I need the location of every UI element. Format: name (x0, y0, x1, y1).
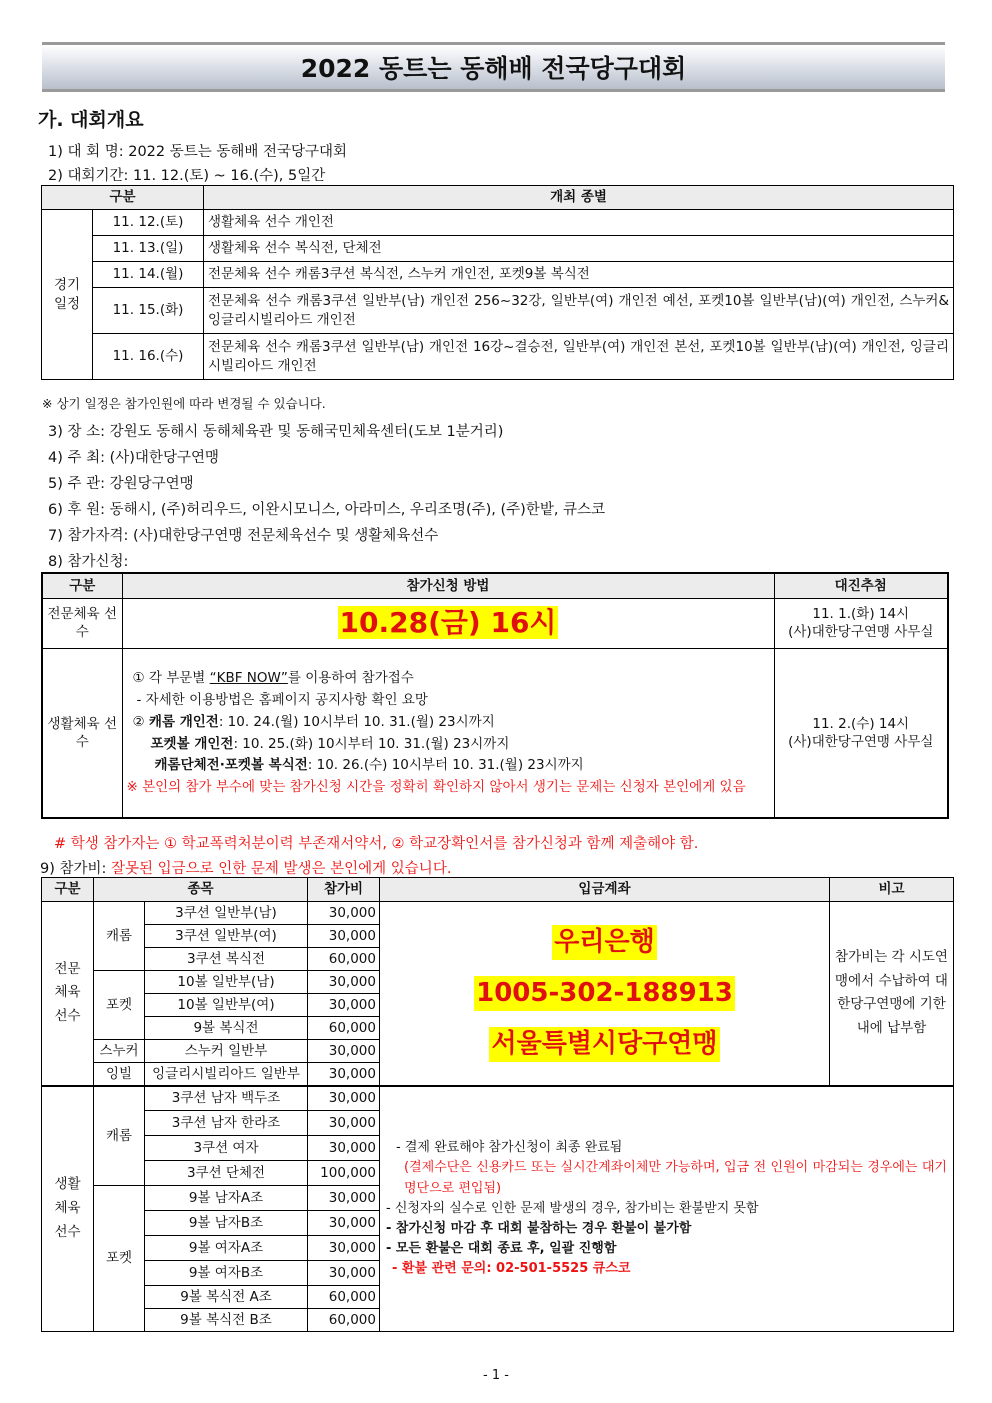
title-banner (42, 42, 945, 92)
apply-pro-deadline: 10.28(금) 16시 (339, 606, 557, 640)
fee-am-note-5: - 모든 환불은 대회 종료 후, 일괄 진행함 (386, 1240, 617, 1256)
apply-am-line-3 (123, 712, 770, 734)
apply-am-line-3a: ② (132, 713, 149, 730)
apply-am-group: 생활체육 선수 (42, 648, 122, 818)
apply-am-line-3c: : 10. 24.(월) 10시부터 10. 31.(월) 23시까지 (218, 713, 495, 730)
fee-pro-note: 참가비는 각 시도연맹에서 수납하여 대한당구연맹에 기한 내에 납부함 (830, 902, 954, 1086)
fee-amount: 60,000 (308, 1017, 380, 1040)
fee-item: 3쿠션 여자 (145, 1136, 308, 1161)
bank-account-holder: 서울특별시당구연맹 (489, 1027, 719, 1062)
fee-header-group: 구분 (42, 878, 94, 902)
fee-amount: 30,000 (308, 1236, 380, 1261)
schedule-header-group: 구분 (42, 186, 204, 210)
fee-amount: 30,000 (308, 1063, 380, 1086)
fee-category: 캐롬 (94, 1086, 145, 1186)
item-sponsors: 6) 후 원: 동해시, (주)허리우드, 이완시모니스, 아라미스, 우리조명(주), (주)한밭, 큐스코 (48, 502, 606, 518)
fee-am-note-1: - 결제 완료해야 참가신청이 최종 완료됨 (396, 1140, 623, 1156)
schedule-date: 11. 15.(화) (93, 288, 204, 334)
apply-am-warning: ※ 본인의 참가 부수에 맞는 참가신청 시간을 정확히 확인하지 않아서 생기는 문제는 신청자 본인에게 있음 (126, 779, 746, 796)
schedule-event: 전문체육 선수 캐롬3쿠션 일반부(남) 개인전 256~32강, 일반부(여) 개인전 예선, 포켓10볼 일반부(남)(여) 개인전, 스누커&잉글리시빌리아드 개인전 (204, 288, 954, 334)
fee-category: 잉빌 (94, 1063, 145, 1086)
schedule-date: 11. 14.(월) (93, 262, 204, 288)
fee-amount: 60,000 (308, 1286, 380, 1309)
fee-item: 9볼 복식전 A조 (145, 1286, 308, 1309)
item-event-name: 1) 대 회 명: 2022 동트는 동해배 전국당구대회 (48, 144, 348, 160)
fee-category: 캐롬 (94, 902, 145, 971)
item-event-period: 2) 대회기간: 11. 12.(토) ~ 16.(수), 5일간 (48, 168, 326, 184)
item-venue: 3) 장 소: 강원도 동해시 동해체육관 및 동해국민체육센터(도보 1분거리) (48, 424, 504, 440)
fee-amount: 30,000 (308, 1111, 380, 1136)
bank-name: 우리은행 (552, 925, 656, 960)
schedule-header-event: 개최 종별 (204, 186, 954, 210)
apply-pro-draw-time: 11. 1.(화) 14시 (812, 605, 910, 622)
apply-am-line-1c: 를 이용하여 참가접수 (287, 669, 414, 686)
item-fee-label: 9) 참가비: (40, 861, 112, 877)
fee-pro-group: 전문 체육 선수 (42, 902, 94, 1086)
fee-item: 잉글리시빌리아드 일반부 (145, 1063, 308, 1086)
student-note: # 학생 참가자는 ① 학교폭력처분이력 부존재서약서, ② 학교장확인서를 참가신청과 함께 제출해야 함. (54, 836, 699, 852)
fee-item: 3쿠션 남자 한라조 (145, 1111, 308, 1136)
item-fee (40, 857, 451, 878)
fee-item: 9볼 복식전 B조 (145, 1309, 308, 1332)
apply-pro-draw-place: (사)대한당구연맹 사무실 (788, 624, 934, 640)
apply-am-line-5c: : 10. 26.(수) 10시부터 10. 31.(월) 23시까지 (307, 757, 584, 774)
schedule-date: 11. 12.(토) (93, 210, 204, 236)
apply-header-method: 참가신청 방법 (122, 573, 774, 598)
schedule-date: 11. 13.(일) (93, 236, 204, 262)
apply-am-line-5b: 캐롬단체전·포켓볼 복식전 (154, 757, 308, 774)
application-table (41, 572, 949, 819)
fee-am-note-3: - 신청자의 실수로 인한 문제 발생의 경우, 참가비는 환불받지 못함 (386, 1200, 759, 1216)
apply-am-line-1a: ① 각 부문별 (132, 669, 210, 686)
schedule-table (41, 185, 954, 380)
item-eligibility: 7) 참가자격: (사)대한당구연맹 전문체육선수 및 생활체육선수 (48, 528, 439, 544)
fee-item: 9볼 여자B조 (145, 1261, 308, 1286)
fee-header-account: 입금계좌 (380, 878, 830, 902)
kbf-now-link[interactable]: “KBF NOW” (209, 669, 288, 686)
fee-amount: 30,000 (308, 994, 380, 1017)
page-number: - 1 - (483, 1368, 509, 1383)
schedule-event: 전문체육 선수 캐롬3쿠션 복식전, 스누커 개인전, 포켓9볼 복식전 (204, 262, 954, 288)
schedule-event: 생활체육 선수 개인전 (204, 210, 954, 236)
page-title: 2022 동트는 동해배 전국당구대회 (300, 54, 687, 83)
fee-item: 3쿠션 남자 백두조 (145, 1086, 308, 1111)
item-organizer: 5) 주 관: 강원당구연맹 (48, 476, 194, 492)
fee-item: 3쿠션 일반부(남) (145, 902, 308, 925)
fee-amount: 60,000 (308, 1309, 380, 1332)
schedule-event: 생활체육 선수 복식전, 단체전 (204, 236, 954, 262)
fee-header-fee: 참가비 (308, 878, 380, 902)
apply-header-group: 구분 (42, 573, 122, 598)
apply-am-line-2: - 자세한 이용방법은 홈페이지 공지사항 확인 요망 (136, 691, 428, 708)
apply-am-line-1 (123, 668, 770, 690)
fee-amount: 60,000 (308, 948, 380, 971)
apply-am-line-5 (123, 755, 770, 777)
schedule-change-note: ※ 상기 일정은 참가인원에 따라 변경될 수 있습니다. (42, 396, 326, 411)
fee-am-note-2: (결제수단은 신용카드 또는 실시간계좌이체만 가능하며, 입금 전 인원이 마감되는 경우에는 대기명단으로 편입됨) (404, 1160, 947, 1196)
section-heading: 가. 대회개요 (38, 109, 144, 131)
apply-am-draw-time: 11. 2.(수) 14시 (812, 715, 910, 732)
schedule-event: 전문체육 선수 캐롬3쿠션 일반부(남) 개인전 16강~결승전, 일반부(여) 개인전 본선, 포켓10볼 일반부(남)(여) 개인전, 잉글리시빌리아드 개인전 (204, 334, 954, 380)
fee-amount: 30,000 (308, 925, 380, 948)
fee-header-note: 비고 (830, 878, 954, 902)
fee-amount: 30,000 (308, 1261, 380, 1286)
fee-item: 스누커 일반부 (145, 1040, 308, 1063)
fee-item: 3쿠션 단체전 (145, 1161, 308, 1186)
fee-item: 9볼 복식전 (145, 1017, 308, 1040)
fee-am-group: 생활 체육 선수 (42, 1086, 94, 1332)
fee-item: 9볼 남자B조 (145, 1211, 308, 1236)
apply-am-line-4 (123, 734, 770, 756)
fee-am-note-4: - 참가신청 마감 후 대회 불참하는 경우 환불이 불가함 (386, 1220, 692, 1236)
fee-am-notes (380, 1086, 954, 1332)
fee-amount: 30,000 (308, 902, 380, 925)
schedule-date: 11. 16.(수) (93, 334, 204, 380)
apply-pro-group: 전문체육 선수 (42, 598, 122, 648)
apply-am-line-4b: 포켓볼 개인전 (150, 735, 234, 752)
fee-item: 9볼 여자A조 (145, 1236, 308, 1261)
fee-item: 3쿠션 복식전 (145, 948, 308, 971)
schedule-side-label: 경기 일정 (42, 210, 93, 380)
apply-am-line-4c: : 10. 25.(화) 10시부터 10. 31.(월) 23시까지 (233, 735, 510, 752)
fee-category: 포켓 (94, 971, 145, 1040)
fee-amount: 30,000 (308, 1211, 380, 1236)
fee-category: 스누커 (94, 1040, 145, 1063)
apply-header-draw: 대진추첨 (774, 573, 948, 598)
fee-header-item: 종목 (94, 878, 308, 902)
apply-am-draw-place: (사)대한당구연맹 사무실 (788, 733, 934, 750)
fee-item: 10볼 일반부(남) (145, 971, 308, 994)
fee-item: 3쿠션 일반부(여) (145, 925, 308, 948)
fee-amount: 100,000 (308, 1161, 380, 1186)
fee-am-note-6: - 환불 관련 문의: 02-501-5525 큐스코 (392, 1261, 631, 1277)
item-fee-warning: 잘못된 입금으로 인한 문제 발생은 본인에게 있습니다. (111, 861, 452, 877)
item-application: 8) 참가신청: (48, 554, 129, 570)
fee-table (41, 877, 954, 1332)
fee-account-cell (380, 902, 830, 1086)
fee-amount: 30,000 (308, 1086, 380, 1111)
fee-amount: 30,000 (308, 1186, 380, 1211)
item-host: 4) 주 최: (사)대한당구연맹 (48, 450, 219, 466)
fee-amount: 30,000 (308, 1136, 380, 1161)
fee-amount: 30,000 (308, 971, 380, 994)
fee-item: 9볼 남자A조 (145, 1186, 308, 1211)
fee-category: 포켓 (94, 1186, 145, 1332)
fee-amount: 30,000 (308, 1040, 380, 1063)
fee-item: 10볼 일반부(여) (145, 994, 308, 1017)
apply-am-line-3b: 캐롬 개인전 (148, 713, 219, 730)
bank-account-number: 1005-302-188913 (474, 976, 735, 1011)
